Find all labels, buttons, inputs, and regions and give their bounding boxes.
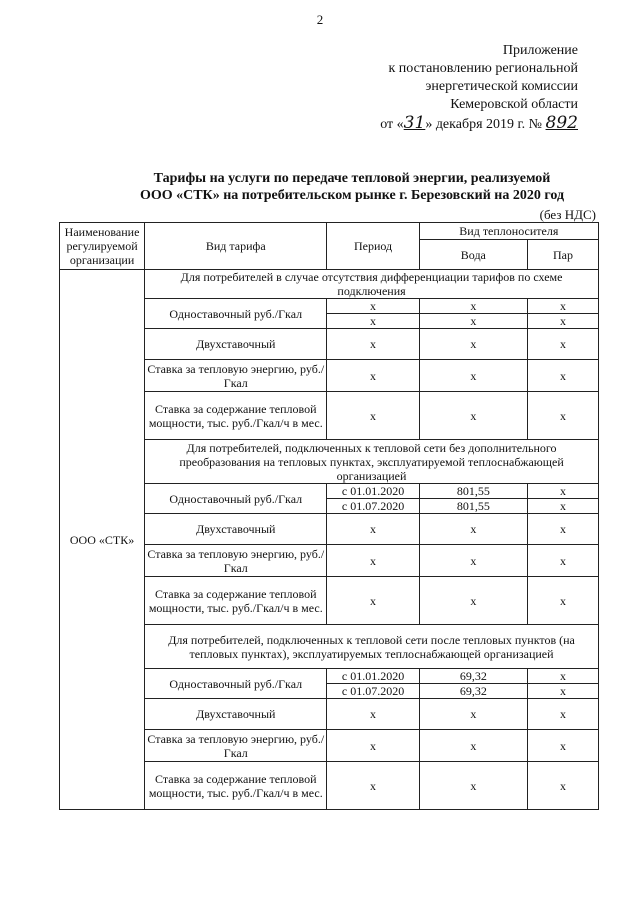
steam-cell: х	[528, 360, 599, 392]
steam-cell: х	[528, 684, 599, 699]
handwritten-number: 892	[545, 113, 578, 133]
period-cell: х	[327, 299, 419, 314]
document-title	[100, 170, 604, 204]
steam-cell: х	[528, 699, 599, 730]
organization-cell: ООО «СТК»	[60, 270, 145, 810]
steam-cell: х	[528, 484, 599, 499]
period-cell: х	[327, 545, 419, 577]
appendix-line-3: энергетической комиссии	[425, 79, 578, 94]
water-cell: х	[419, 360, 527, 392]
water-cell: х	[419, 730, 527, 762]
header-steam: Пар	[528, 240, 599, 270]
water-cell: 69,32	[419, 669, 527, 684]
tariff-type-cell: Ставка за тепловую энергию, руб./Гкал	[145, 360, 327, 392]
period-cell: х	[327, 730, 419, 762]
tariff-type-cell: Ставка за тепловую энергию, руб./Гкал	[145, 730, 327, 762]
water-cell: х	[419, 299, 527, 314]
appendix-line-1: Приложение	[502, 43, 578, 58]
period-cell: с 01.01.2020	[327, 484, 419, 499]
steam-cell: х	[528, 669, 599, 684]
header-water: Вода	[419, 240, 527, 270]
water-cell: х	[419, 762, 527, 810]
group-heading: Для потребителей, подключенных к тепловой сети после тепловых пунктов (на тепловых пунктах), эксплуатируемых теплоснабжающей организацией	[145, 625, 599, 669]
period-cell: х	[327, 360, 419, 392]
water-cell: 801,55	[419, 499, 527, 514]
title-line-2: ООО «СТК» на потребительском рынке г. Березовский на 2020 год	[139, 188, 565, 203]
period-cell: х	[327, 577, 419, 625]
period-cell: х	[327, 329, 419, 360]
steam-cell: х	[528, 329, 599, 360]
header-period: Период	[327, 223, 419, 270]
tariff-type-cell: Ставка за тепловую энергию, руб./Гкал	[145, 545, 327, 577]
appendix-line-4: Кемеровской области	[450, 97, 578, 112]
handwritten-day: 31	[403, 113, 426, 133]
tariff-type-cell: Ставка за содержание тепловой мощности, тыс. руб./Гкал/ч в мес.	[145, 762, 327, 810]
steam-cell: х	[528, 730, 599, 762]
header-org: Наименование регулируемой организации	[60, 223, 145, 270]
tariff-type-cell: Двухставочный	[145, 514, 327, 545]
header-carrier: Вид теплоносителя	[419, 223, 598, 240]
water-cell: х	[419, 392, 527, 440]
water-cell: 69,32	[419, 684, 527, 699]
appendix-line-2: к постановлению региональной	[388, 61, 578, 76]
water-cell: х	[419, 545, 527, 577]
period-cell: с 01.07.2020	[327, 684, 419, 699]
title-line-1: Тарифы на услуги по передаче тепловой энергии, реализуемой	[153, 171, 551, 186]
period-cell: х	[327, 514, 419, 545]
steam-cell: х	[528, 577, 599, 625]
water-cell: 801,55	[419, 484, 527, 499]
water-cell: х	[419, 314, 527, 329]
tariff-type-cell: Двухставочный	[145, 329, 327, 360]
single-rate-label: Одноставочный руб./Гкал	[145, 669, 327, 699]
period-cell: с 01.07.2020	[327, 499, 419, 514]
page-number: 2	[316, 12, 324, 27]
tariff-type-cell: Двухставочный	[145, 699, 327, 730]
group-heading: Для потребителей в случае отсутствия дифференциации тарифов по схеме подключения	[145, 270, 599, 299]
steam-cell: х	[528, 314, 599, 329]
steam-cell: х	[528, 499, 599, 514]
steam-cell: х	[528, 514, 599, 545]
steam-cell: х	[528, 545, 599, 577]
period-cell: х	[327, 699, 419, 730]
single-rate-label: Одноставочный руб./Гкал	[145, 299, 327, 329]
period-cell: с 01.01.2020	[327, 669, 419, 684]
steam-cell: х	[528, 299, 599, 314]
steam-cell: х	[528, 392, 599, 440]
tariff-type-cell: Ставка за содержание тепловой мощности, тыс. руб./Гкал/ч в мес.	[145, 577, 327, 625]
steam-cell: х	[528, 762, 599, 810]
tariff-table	[59, 222, 599, 810]
appendix-block	[380, 42, 578, 134]
water-cell: х	[419, 329, 527, 360]
vat-note: (без НДС)	[539, 207, 596, 222]
period-cell: х	[327, 314, 419, 329]
header-tariff-type: Вид тарифа	[145, 223, 327, 270]
date-middle: » декабря 2019 г. №	[425, 117, 543, 132]
water-cell: х	[419, 577, 527, 625]
water-cell: х	[419, 699, 527, 730]
group-heading: Для потребителей, подключенных к тепловой сети без дополнительного преобразования на тепловых пунктах, эксплуатируемой теплоснабжающей организацией	[145, 440, 599, 484]
date-prefix: от «	[380, 117, 404, 132]
tariff-type-cell: Ставка за содержание тепловой мощности, тыс. руб./Гкал/ч в мес.	[145, 392, 327, 440]
single-rate-label: Одноставочный руб./Гкал	[145, 484, 327, 514]
water-cell: х	[419, 514, 527, 545]
appendix-date-line	[380, 114, 578, 134]
period-cell: х	[327, 762, 419, 810]
period-cell: х	[327, 392, 419, 440]
